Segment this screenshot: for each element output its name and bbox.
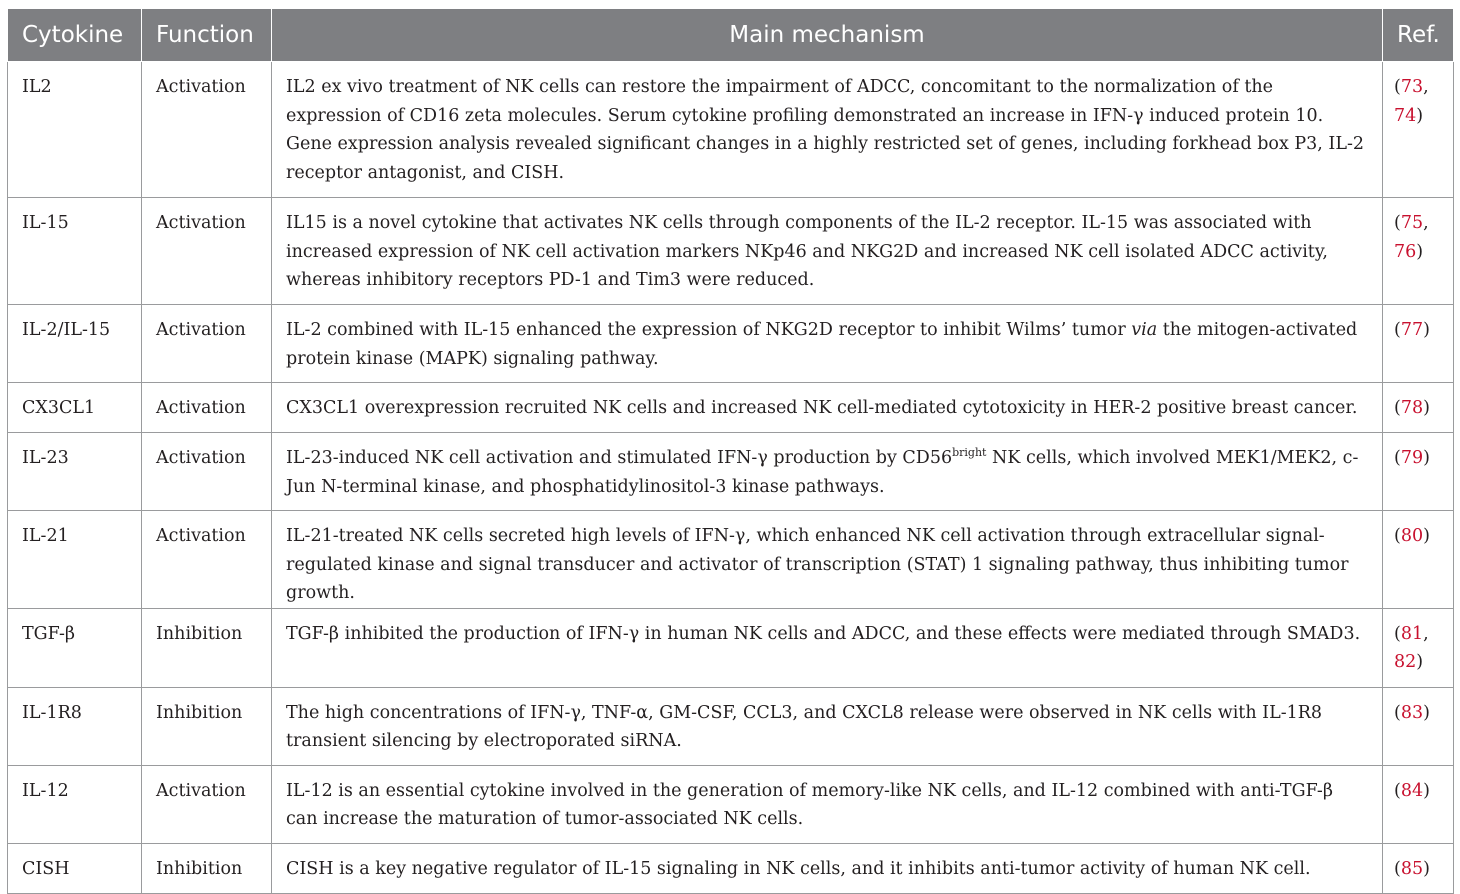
cell-function: Inhibition: [142, 843, 272, 893]
cell-mechanism: IL15 is a novel cytokine that activates NK cells through components of the IL-2 receptor. IL-15 was associated with increased expression of NK cell activation markers NKp46 and NKG2D and increased NK cell isolated ADCC activity, whereas inhibitory receptors PD-1 and Tim3 were reduced.: [272, 198, 1383, 305]
cell-mechanism: [272, 305, 1383, 383]
ref-link[interactable]: 75: [1400, 213, 1424, 233]
header-row: [8, 9, 1454, 62]
cell-function: Activation: [142, 765, 272, 843]
table-row: [8, 62, 1454, 198]
cell-cytokine: TGF-β: [8, 608, 142, 687]
superscript-bright: bright: [952, 446, 987, 459]
cell-mechanism: IL-12 is an essential cytokine involved in the generation of memory-like NK cells, and IL-12 combined with anti-TGF-β can increase the maturation of tumor-associated NK cells.: [272, 765, 1383, 843]
cell-ref: (75, 76): [1383, 198, 1454, 305]
ref-link[interactable]: 78: [1400, 398, 1424, 418]
cell-function: Activation: [142, 305, 272, 383]
table-row: [8, 511, 1454, 609]
cell-ref: (81, 82): [1383, 608, 1454, 687]
table-row: [8, 843, 1454, 893]
cell-ref: (78): [1383, 383, 1454, 433]
cell-function: Activation: [142, 433, 272, 511]
cell-ref: (85): [1383, 843, 1454, 893]
mechanism-text: IL-23-induced NK cell activation and stimulated IFN-γ production by CD56: [286, 448, 953, 468]
ref-link[interactable]: 79: [1400, 448, 1424, 468]
mechanism-text: NK cells, which involved MEK1/MEK2, c-Jun N-terminal kinase, and phosphatidylinositol-3 kinase pathways.: [286, 448, 1359, 497]
cytokine-table: [7, 8, 1454, 894]
table-row: [8, 687, 1454, 765]
cell-ref: (79): [1383, 433, 1454, 511]
cell-mechanism: IL2 ex vivo treatment of NK cells can restore the impairment of ADCC, concomitant to the normalization of the expression of CD16 zeta molecules. Serum cytokine profiling demonstrated an increase in IFN-γ induced protein 10. Gene expression analysis revealed significant changes in a highly restricted set of genes, including forkhead box P3, IL-2 receptor antagonist, and CISH.: [272, 62, 1383, 198]
ref-link[interactable]: 83: [1400, 702, 1424, 723]
table-body: [8, 62, 1454, 894]
ref-link[interactable]: 85: [1400, 858, 1424, 879]
table-row: [8, 383, 1454, 433]
cell-mechanism: TGF-β inhibited the production of IFN-γ in human NK cells and ADCC, and these effects were mediated through SMAD3.: [272, 608, 1383, 687]
cell-function: Inhibition: [142, 608, 272, 687]
mechanism-text: IL-2 combined with IL-15 enhanced the expression of NKG2D receptor to inhibit Wilms’ tumor: [286, 320, 1132, 340]
cell-ref: (73, 74): [1383, 62, 1454, 198]
cell-mechanism: [272, 433, 1383, 511]
cell-cytokine: CISH: [8, 843, 142, 893]
header-mechanism: Main mechanism: [272, 9, 1383, 62]
ref-link[interactable]: 81: [1400, 623, 1424, 644]
cell-mechanism: CX3CL1 overexpression recruited NK cells and increased NK cell-mediated cytotoxicity in HER-2 positive breast cancer.: [272, 383, 1383, 433]
cell-ref: (83): [1383, 687, 1454, 765]
cell-cytokine: IL-12: [8, 765, 142, 843]
ref-link[interactable]: 80: [1400, 526, 1424, 546]
cell-mechanism: The high concentrations of IFN-γ, TNF-α, GM-CSF, CCL3, and CXCL8 release were observed in NK cells with IL-1R8 transient silencing by electroporated siRNA.: [272, 687, 1383, 765]
cell-function: Inhibition: [142, 687, 272, 765]
cell-function: Activation: [142, 198, 272, 305]
table-row: [8, 305, 1454, 383]
ref-link[interactable]: 84: [1400, 780, 1424, 801]
cell-cytokine: IL-23: [8, 433, 142, 511]
header-function: Function: [142, 9, 272, 62]
cell-function: Activation: [142, 383, 272, 433]
table-row: [8, 765, 1454, 843]
table-row: [8, 433, 1454, 511]
cell-cytokine: IL2: [8, 62, 142, 198]
cell-function: Activation: [142, 511, 272, 609]
header-ref: Ref.: [1383, 9, 1454, 62]
cell-cytokine: CX3CL1: [8, 383, 142, 433]
ref-link[interactable]: 73: [1400, 77, 1424, 97]
cell-ref: (77): [1383, 305, 1454, 383]
cell-mechanism: CISH is a key negative regulator of IL-15 signaling in NK cells, and it inhibits anti-tumor activity of human NK cell.: [272, 843, 1383, 893]
mechanism-italic: via: [1131, 320, 1158, 340]
ref-link[interactable]: 77: [1400, 320, 1424, 340]
cell-cytokine: IL-15: [8, 198, 142, 305]
table-row: [8, 608, 1454, 687]
cell-cytokine: IL-21: [8, 511, 142, 609]
ref-link[interactable]: 82: [1394, 652, 1417, 672]
cell-ref: (84): [1383, 765, 1454, 843]
cell-ref: (80): [1383, 511, 1454, 609]
ref-link[interactable]: 74: [1394, 105, 1417, 126]
ref-link[interactable]: 76: [1394, 241, 1417, 262]
cell-function: Activation: [142, 62, 272, 198]
cytokine-table-container: [7, 8, 1453, 894]
header-cytokine: Cytokine: [8, 9, 142, 62]
cell-cytokine: IL-2/IL-15: [8, 305, 142, 383]
table-header: [8, 9, 1454, 62]
cell-cytokine: IL-1R8: [8, 687, 142, 765]
table-row: [8, 198, 1454, 305]
cell-mechanism: IL-21-treated NK cells secreted high levels of IFN-γ, which enhanced NK cell activation through extracellular signal-regulated kinase and signal transducer and activator of transcription (STAT) 1 signaling pathway, thus inhibiting tumor growth.: [272, 511, 1383, 609]
mechanism-text: the mitogen-activated protein kinase (MAPK) signaling pathway.: [286, 320, 1358, 369]
